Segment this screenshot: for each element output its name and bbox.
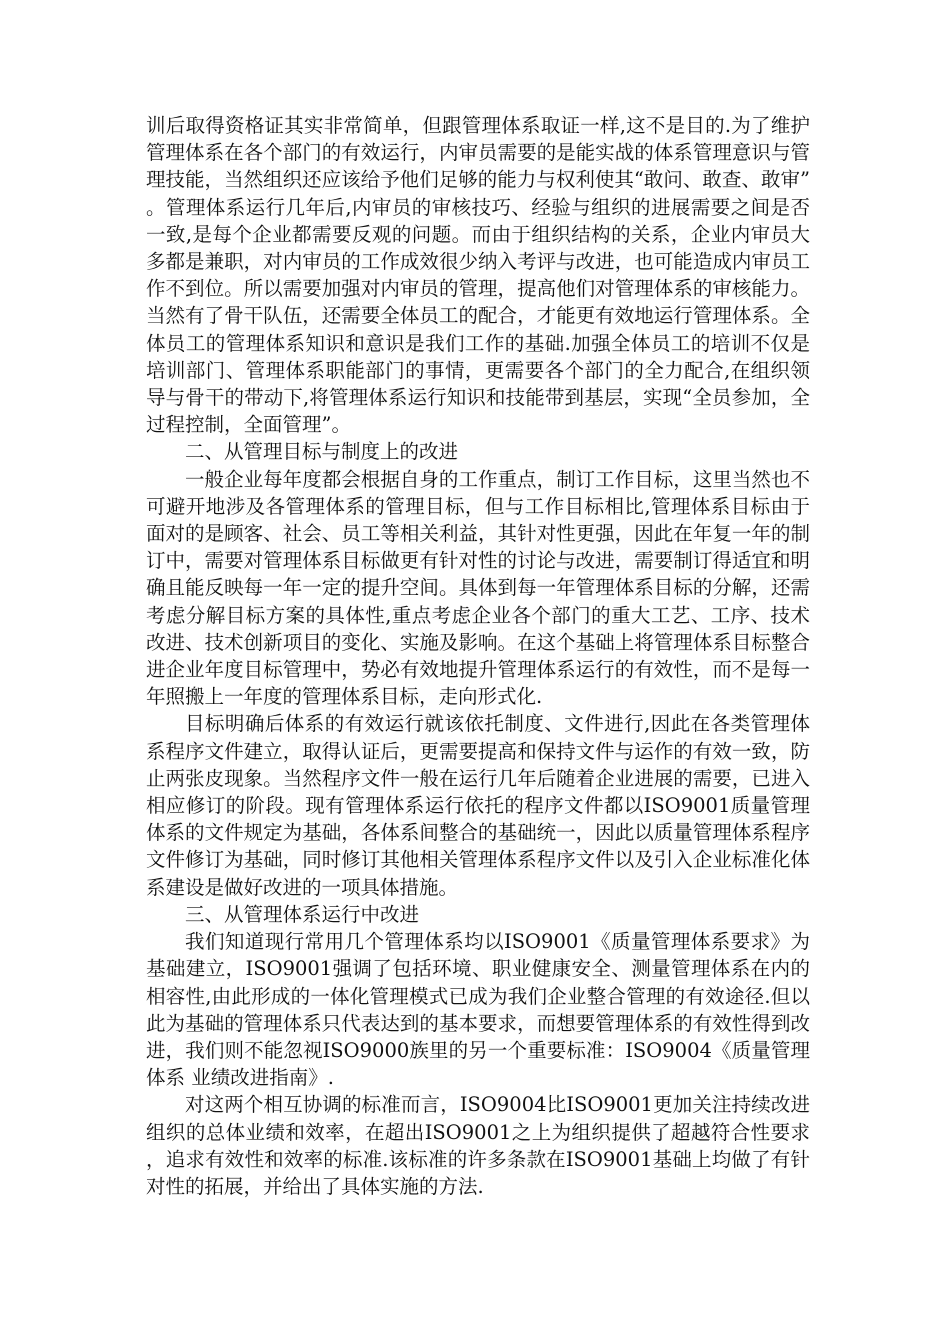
paragraph-iso9004-comparison: 对这两个相互协调的标准而言，ISO9004比ISO9001更加关注持续改进组织的总体业绩和效率，在超出ISO9001之上为组织提供了超越符合性要求，追求有效性和效率的标准.该标准的许多条款在ISO9001基础上均做了有针对性的拓展，并给出了具体实施的方法. — [146, 1093, 810, 1198]
section-heading-2: 二、从管理目标与制度上的改进 — [185, 440, 459, 464]
paragraph-procedure-documents: 目标明确后体系的有效运行就该依托制度、文件进行,因此在各类管理体系程序文件建立，取得认证后，更需要提高和保持文件与运作的有效一致，防止两张皮现象。当然程序文件一般在运行几年后随着企业进展的需要，已进入相应修订的阶段。现有管理体系运行依托的程序文件都以ISO9001质量管理体系的文件规定为基础，各体系间整合的基础统一，因此以质量管理体系程序文件修订为基础，同时修订其他相关管理体系程序文件以及引入企业标准化体系建设是做好改进的一项具体措施。 — [146, 712, 810, 899]
paragraph-iso9001-basis: 我们知道现行常用几个管理体系均以ISO9001《质量管理体系要求》为基础建立，ISO9001强调了包括环境、职业健康安全、测量管理体系在内的相容性,由此形成的一体化管理模式已成为我们企业整合管理的有效途径.但以此为基础的管理体系只代表达到的基本要求，而想要管理体系的有效性得到改进，我们则不能忽视ISO9000族里的另一个重要标准：ISO9004《质量管理体系 业绩改进指南》. — [146, 930, 810, 1090]
document-body — [146, 112, 810, 1200]
paragraph-internal-auditor: 训后取得资格证其实非常简单，但跟管理体系取证一样,这不是目的.为了维护管理体系在各个部门的有效运行，内审员需要的是能实战的体系管理意识与管理技能，当然组织还应该给予他们足够的能力与权利使其“敢问、敢查、敢审”。管理体系运行几年后,内审员的审核技巧、经验与组织的进展需要之间是否一致,是每个企业都需要反观的问题。而由于组织结构的关系，企业内审员大多都是兼职，对内审员的工作成效很少纳入考评与改进，也可能造成内审员工作不到位。所以需要加强对内审员的管理，提高他们对管理体系的审核能力。当然有了骨干队伍，还需要全体员工的配合，才能更有效地运行管理体系。全体员工的管理体系知识和意识是我们工作的基础.加强全体员工的培训不仅是培训部门、管理体系职能部门的事情，更需要各个部门的全力配合,在组织领导与骨干的带动下,将管理体系运行知识和技能带到基层，实现“全员参加，全过程控制，全面管理”。 — [146, 114, 810, 437]
paragraph-management-goals: 一般企业每年度都会根据自身的工作重点，制订工作目标，这里当然也不可避开地涉及各管理体系的管理目标，但与工作目标相比,管理体系目标由于面对的是顾客、社会、员工等相关利益，其针对性更强，因此在年复一年的制订中，需要对管理体系目标做更有针对性的讨论与改进，需要制订得适宜和明确且能反映每一年一定的提升空间。具体到每一年管理体系目标的分解，还需考虑分解目标方案的具体性,重点考虑企业各个部门的重大工艺、工序、技术改进、技术创新项目的变化、实施及影响。在这个基础上将管理体系目标整合进企业年度目标管理中，势必有效地提升管理体系运行的有效性，而不是每一年照搬上一年度的管理体系目标，走向形式化. — [146, 467, 810, 709]
section-heading-3: 三、从管理体系运行中改进 — [185, 902, 420, 926]
